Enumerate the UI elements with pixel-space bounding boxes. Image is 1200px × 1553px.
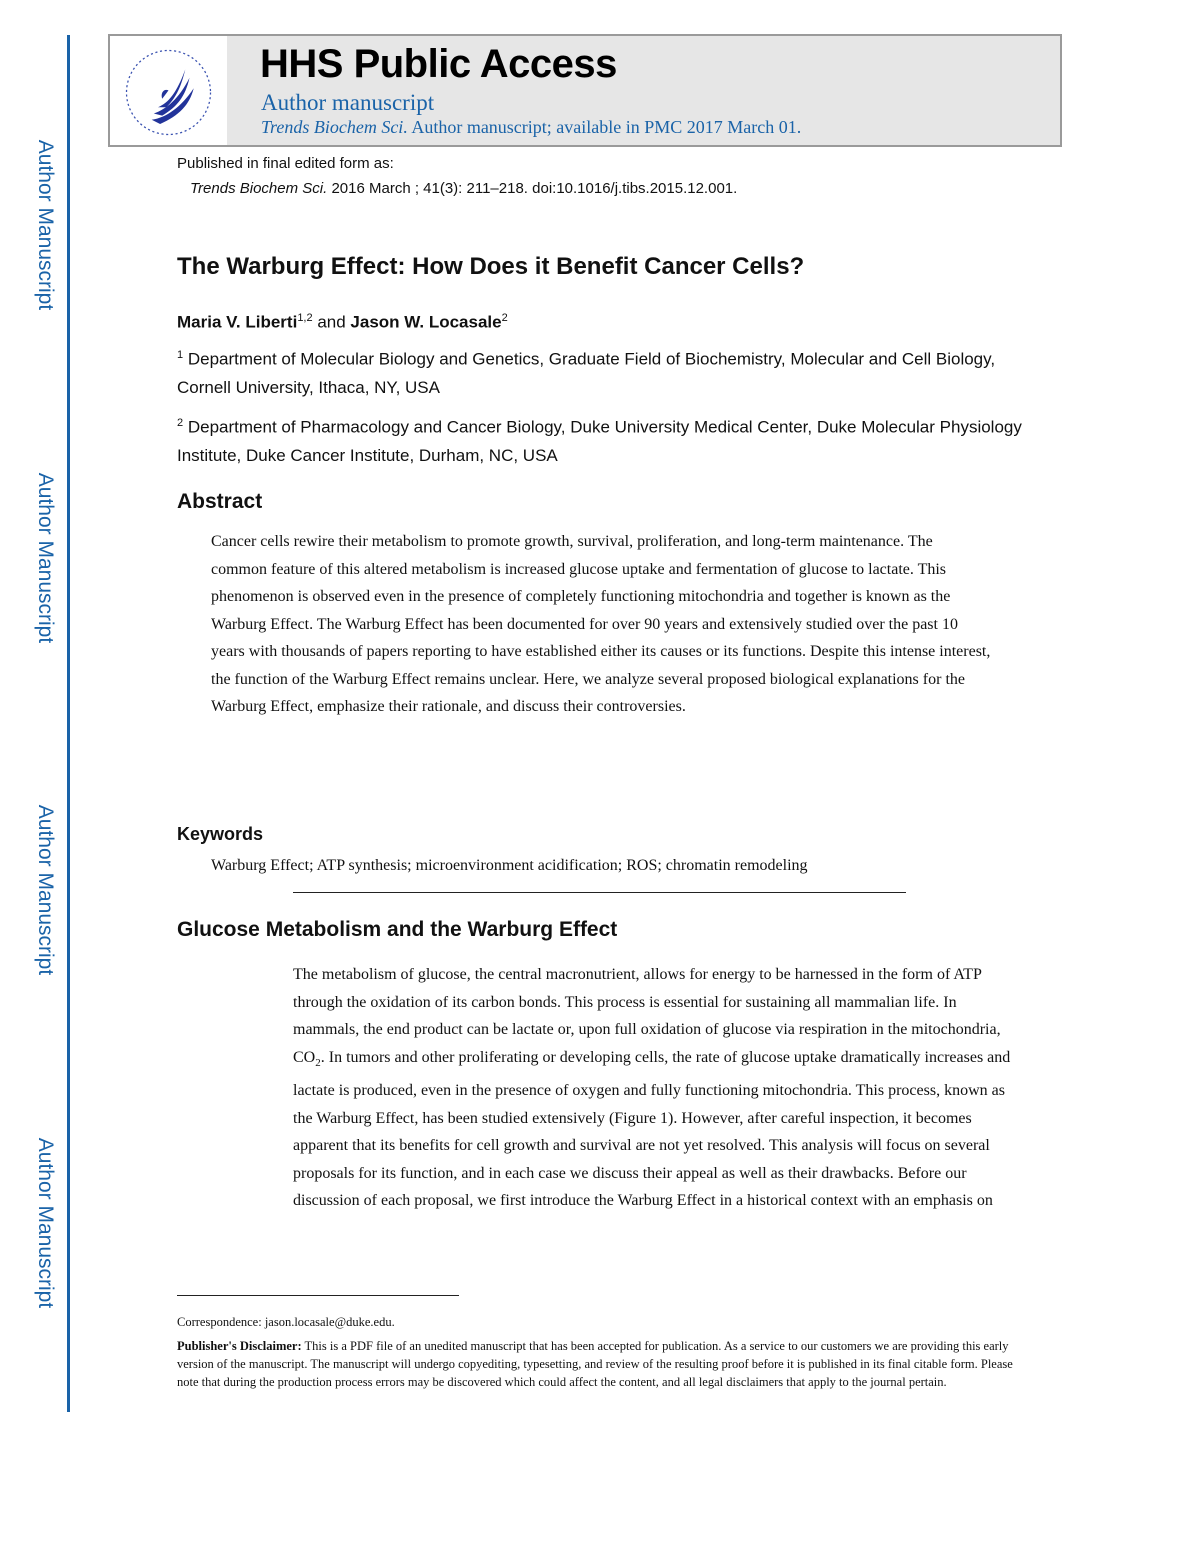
abstract-heading: Abstract <box>177 490 263 513</box>
publication-citation <box>190 180 737 197</box>
citation-details: 2016 March ; 41(3): 211–218. doi:10.1016/j.tibs.2015.12.001. <box>327 180 738 197</box>
affiliation-number: 1 <box>177 349 184 361</box>
affiliation-2 <box>177 409 1027 470</box>
side-label-3: Author Manuscript <box>34 804 58 976</box>
author-affiliation-mark: 2 <box>501 312 508 324</box>
availability-text: Author manuscript; available in PMC 2017 March 01. <box>407 117 802 137</box>
article-title: The Warburg Effect: How Does it Benefit Cancer Cells? <box>177 253 805 280</box>
affiliation-text: Department of Molecular Biology and Genetics, Graduate Field of Biochemistry, Molecular and Cell Biology, Cornell University, Ithaca, NY, USA <box>177 349 996 397</box>
author-name: Maria V. Liberti <box>177 312 298 332</box>
citation-journal: Trends Biochem Sci. <box>190 180 328 197</box>
keywords-heading: Keywords <box>177 824 264 844</box>
keywords-divider <box>293 892 906 893</box>
affiliation-text: Department of Pharmacology and Cancer Biology, Duke University Medical Center, Duke Molecular Physiology Institute, Duke Cancer Institute, Durham, NC, USA <box>177 417 1022 465</box>
footnote-divider <box>177 1295 459 1296</box>
publisher-disclaimer <box>177 1337 1017 1391</box>
disclaimer-label: Publisher's Disclaimer: <box>177 1339 302 1353</box>
co2-subscript: 2 <box>315 1056 321 1069</box>
section-body-text <box>293 961 1023 1215</box>
hhs-eagle-seal-icon <box>116 40 221 145</box>
journal-abbrev: Trends Biochem Sci. <box>261 117 408 137</box>
section-heading: Glucose Metabolism and the Warburg Effect <box>177 918 618 941</box>
author-name: Jason W. Locasale <box>350 312 502 332</box>
abstract-text: Cancer cells rewire their metabolism to promote growth, survival, proliferation, and long-term maintenance. The common feature of this altered metabolism is increased glucose uptake and fermentation of glucose to lactate. This phenomenon is observed even in the presence of completely functioning mitochondria and together is known as the Warburg Effect. The Warburg Effect has been documented for over 90 years and extensively studied over the past 10 years with thousands of papers reporting to have established either its causes or its functions. Despite this intense interest, the function of the Warburg Effect remains unclear. Here, we analyze several proposed biological explanations for the Warburg Effect, emphasize their rationale, and discuss their controversies. <box>211 533 991 715</box>
disclaimer-text: This is a PDF file of an unedited manuscript that has been accepted for publication. As a service to our customers we are providing this early version of the manuscript. The manuscript will undergo copyediting, typesetting, and review of the resulting proof before it is published in its final citable form. Please note that during the production process errors may be discovered which could affect the content, and all legal disclaimers that apply to the journal pertain. <box>177 1339 1013 1389</box>
side-label-4: Author Manuscript <box>34 1137 58 1309</box>
body-text-part: . In tumors and other proliferating or developing cells, the rate of glucose uptake dramatically increases and lactate is produced, even in the presence of oxygen and fully functioning mitochondria. This process, known as the Warburg Effect, has been studied extensively (Figure 1). However, after careful inspection, it becomes apparent that its benefits for cell growth and survival are not yet resolved. This analysis will focus on several proposals for its function, and in each case we discuss their appeal as well as their drawbacks. Before our discussion of each proposal, we first introduce the Warburg Effect in a historical context with an emphasis on <box>293 1048 1011 1210</box>
author-conjunction: and <box>312 312 351 332</box>
author-affiliation-mark: 1,2 <box>297 312 313 324</box>
body-text-part: The metabolism of glucose, the central macronutrient, allows for energy to be harnessed in the form of ATP through the oxidation of its carbon bonds. This process is essential for sustaining all mammalian life. In mammals, the end product can be lactate or, upon full oxidation of glucose via respiration in the mitochondria, CO <box>293 966 1001 1066</box>
side-label-2: Author Manuscript <box>34 472 58 644</box>
keywords-text: Warburg Effect; ATP synthesis; microenvironment acidification; ROS; chromatin remodeling <box>211 857 808 874</box>
hhs-public-access-title: HHS Public Access <box>260 42 617 86</box>
availability-line <box>261 117 801 138</box>
published-final-label: Published in final edited form as: <box>177 155 394 172</box>
side-label-1: Author Manuscript <box>34 139 58 311</box>
hhs-header <box>108 34 1062 147</box>
affiliation-number: 2 <box>177 417 184 429</box>
correspondence-note: Correspondence: jason.locasale@duke.edu. <box>177 1315 395 1329</box>
author-list <box>177 312 508 333</box>
author-manuscript-subtitle: Author manuscript <box>261 90 435 115</box>
affiliation-1 <box>177 341 1027 402</box>
